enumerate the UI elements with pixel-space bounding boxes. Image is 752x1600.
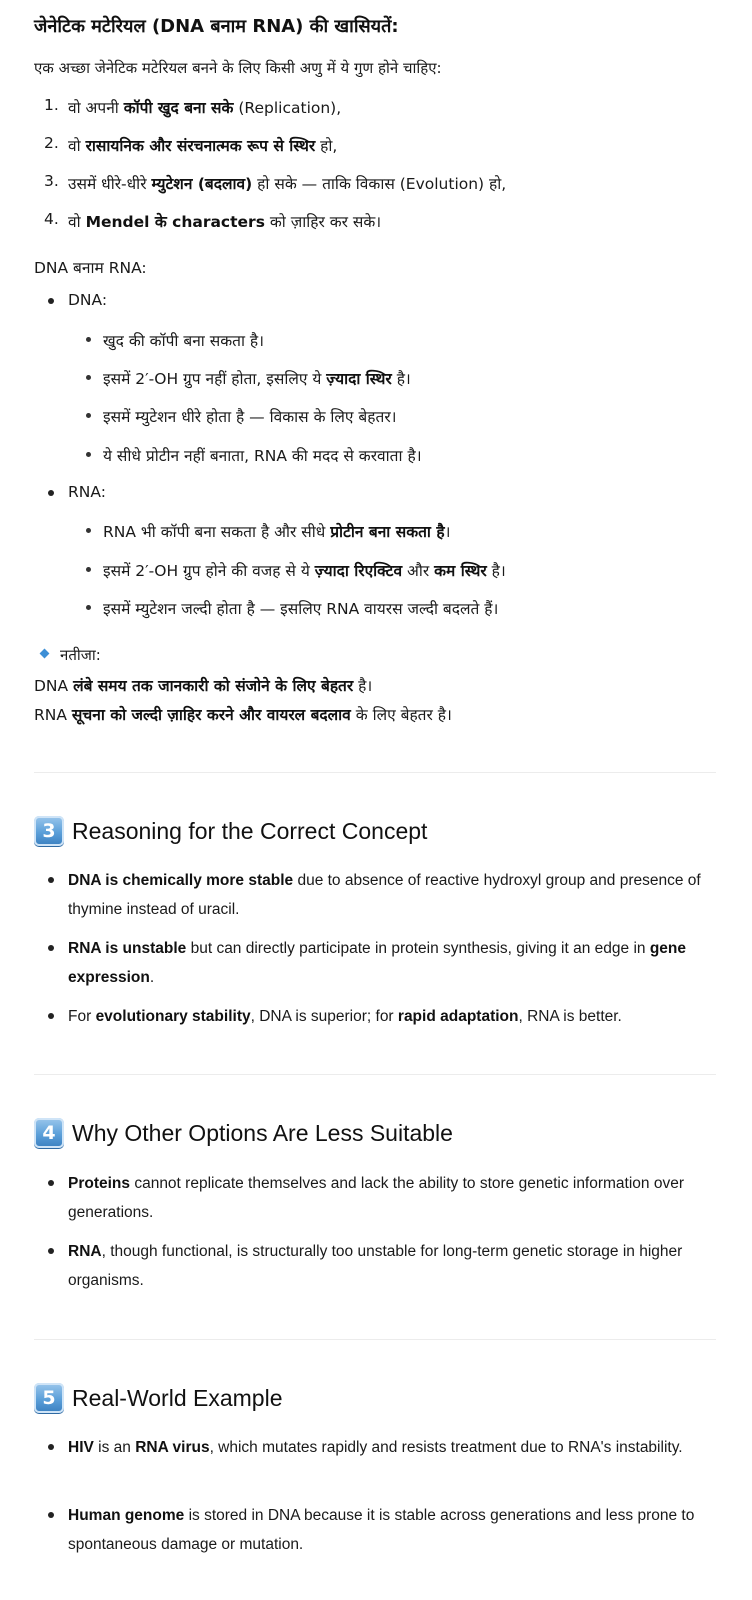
bullet [86,605,91,610]
bullet [86,452,91,457]
dna-label: DNA: [68,291,108,309]
divider [34,1074,716,1075]
result-rna: RNA सूचना को जल्दी ज़ाहिर करने और वायरल बदलाव के लिए बेहतर है। [34,706,452,724]
rna-label: RNA: [68,483,106,501]
section-heading [34,815,427,847]
list-item: वो Mendel के characters को ज़ाहिर कर सके। [68,213,382,231]
list-item: खुद की कॉपी बना सकता है। [103,332,265,350]
bullet [48,1512,54,1518]
list-item: DNA is chemically more stable due to absence of reactive hydroxyl group and presence of thymine instead of uracil. [68,872,701,918]
list-item: HIV is an RNA virus, which mutates rapidly and resists treatment due to RNA's instability. [68,1439,683,1456]
bullet [48,1444,54,1450]
list-item: ये सीधे प्रोटीन नहीं बनाता, RNA की मदद से करवाता है। [103,447,422,465]
list-item: RNA, though functional, is structurally too unstable for long-term genetic storage in higher organisms. [68,1243,683,1289]
list-number: 2. [44,134,59,152]
list-item: वो रासायनिक और संरचनात्मक रूप से स्थिर हो, [68,137,338,155]
result-dna: DNA लंबे समय तक जानकारी को संजोने के लिए बेहतर है। [34,677,373,695]
keycap-number-icon: 4 [34,1118,64,1148]
list-item: इसमें म्युटेशन धीरे होता है — विकास के लिए बेहतर। [103,408,397,426]
divider [34,1339,716,1340]
bullet [86,375,91,380]
list-number: 4. [44,210,59,228]
divider [34,772,716,773]
section-heading [34,1382,282,1414]
list-item: RNA is unstable but can directly participate in protein synthesis, giving it an edge in gene expression. [68,940,687,986]
result-label: नतीजा: [60,646,101,664]
list-item: इसमें म्युटेशन जल्दी होता है — इसलिए RNA वायरस जल्दी बदलते हैं। [103,600,499,618]
bullet [48,1248,54,1254]
hindi-intro: एक अच्छा जेनेटिक मटेरियल बनने के लिए किसी अणु में ये गुण होने चाहिए: [34,59,442,77]
list-item: उसमें धीरे-धीरे म्युटेशन (बदलाव) हो सके — ताकि विकास (Evolution) हो, [68,175,507,193]
hindi-heading: जेनेटिक मटेरियल (DNA बनाम RNA) की खासियतें: [34,16,399,37]
bullet [48,877,54,883]
list-item: Human genome is stored in DNA because it is stable across generations and less prone to spontaneous damage or mutation. [68,1507,695,1553]
list-item: For evolutionary stability, DNA is superior; for rapid adaptation, RNA is better. [68,1008,622,1025]
list-item: इसमें 2′-OH ग्रुप नहीं होता, इसलिए ये ज़्यादा स्थिर है। [103,370,411,388]
list-item: इसमें 2′-OH ग्रुप होने की वजह से ये ज़्यादा रिएक्टिव और कम स्थिर है। [103,562,506,580]
list-number: 1. [44,96,59,114]
list-item: RNA भी कॉपी बना सकता है और सीधे प्रोटीन बना सकता है। [103,523,451,541]
bullet [48,945,54,951]
bullet [48,298,54,304]
bullet [86,413,91,418]
compare-heading: DNA बनाम RNA: [34,259,147,277]
list-item: वो अपनी कॉपी खुद बना सके (Replication), [68,99,342,117]
list-number: 3. [44,172,59,190]
bullet [86,528,91,533]
bullet [48,1180,54,1186]
keycap-number-icon: 3 [34,816,64,846]
section-title: Why Other Options Are Less Suitable [72,1119,453,1146]
bullet [48,1013,54,1019]
bullet [86,567,91,572]
section-title: Real-World Example [72,1384,283,1411]
bullet [86,337,91,342]
section-title: Reasoning for the Correct Concept [72,817,428,844]
section-heading [34,1117,453,1149]
bullet [48,490,54,496]
list-item: Proteins cannot replicate themselves and lack the ability to store genetic information over generations. [68,1175,685,1221]
keycap-number-icon: 5 [34,1383,64,1413]
diamond-icon [40,649,50,659]
